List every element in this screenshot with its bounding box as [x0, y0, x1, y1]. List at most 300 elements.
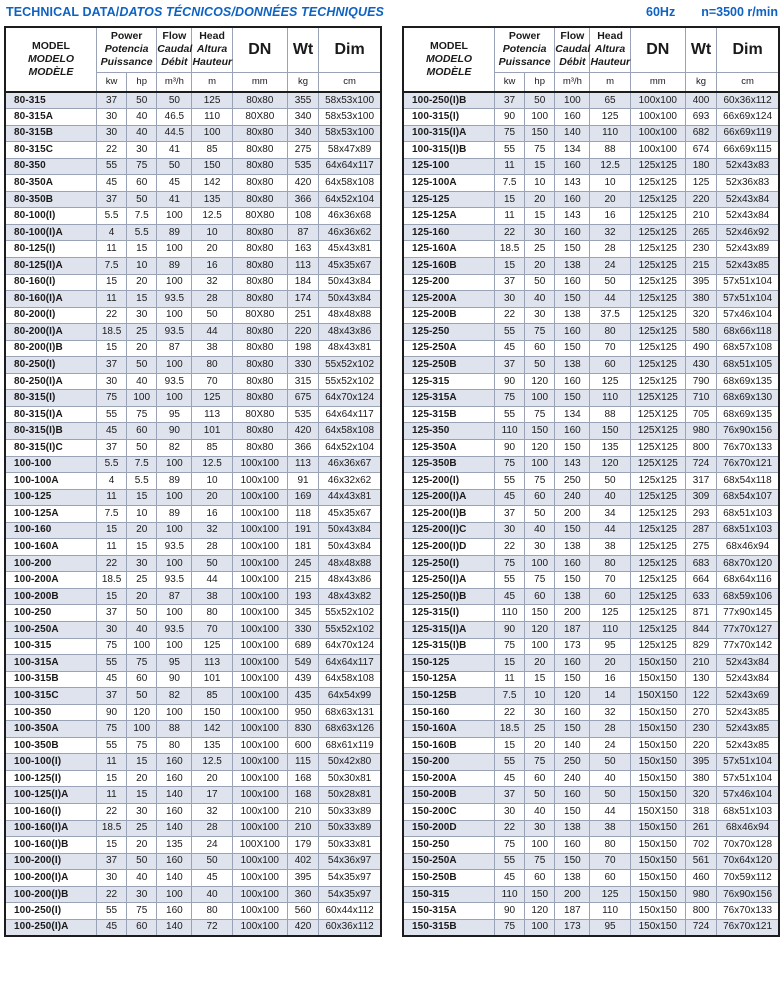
model-cell: 80-200(I)B — [5, 340, 96, 357]
data-cell-dn_mm: 100x100 — [232, 870, 287, 887]
table-row — [5, 291, 381, 308]
data-cell-power_kw: 15 — [96, 588, 126, 605]
data-cell-wt_kg: 113 — [287, 257, 318, 274]
table-row — [403, 903, 779, 920]
data-cell-power_hp: 50 — [127, 605, 157, 622]
data-cell-dim_cm: 64x54x99 — [319, 688, 381, 705]
data-cell-head_m: 20 — [192, 770, 232, 787]
header-model-fr: MODÈLE — [426, 66, 472, 79]
table-row — [5, 439, 381, 456]
data-cell-head_m: 72 — [192, 919, 232, 936]
data-cell-flow_m3h: 200 — [555, 506, 590, 523]
model-cell: 80-100(I)A — [5, 224, 96, 241]
data-cell-flow_m3h: 100 — [157, 390, 192, 407]
data-cell-dim_cm: 64x70x124 — [319, 638, 381, 655]
data-cell-wt_kg: 460 — [685, 870, 716, 887]
data-cell-dn_mm: 125x125 — [630, 622, 685, 639]
data-cell-power_kw: 37 — [494, 787, 524, 804]
data-cell-head_m: 34 — [590, 506, 630, 523]
data-cell-flow_m3h: 100 — [157, 307, 192, 324]
data-cell-power_hp: 120 — [525, 622, 555, 639]
data-cell-dim_cm: 45x43x81 — [319, 241, 381, 258]
data-cell-wt_kg: 395 — [685, 274, 716, 291]
data-cell-wt_kg: 830 — [287, 721, 318, 738]
data-cell-dn_mm: 125x125 — [630, 307, 685, 324]
table-row — [5, 109, 381, 126]
table-row — [5, 224, 381, 241]
data-cell-wt_kg: 724 — [685, 456, 716, 473]
data-cell-dn_mm: 150x150 — [630, 820, 685, 837]
data-cell-head_m: 32 — [192, 804, 232, 821]
data-cell-dim_cm: 54x36x97 — [319, 853, 381, 870]
model-cell: 100-125A — [5, 506, 96, 523]
data-cell-flow_m3h: 160 — [555, 373, 590, 390]
data-cell-power_hp: 75 — [525, 572, 555, 589]
data-cell-power_kw: 45 — [494, 588, 524, 605]
header-head-en: Head — [199, 30, 225, 43]
table-row — [5, 555, 381, 572]
model-cell: 125-315A — [403, 390, 494, 407]
data-cell-power_hp: 60 — [525, 870, 555, 887]
data-cell-power_hp: 40 — [127, 109, 157, 126]
data-cell-flow_m3h: 150 — [555, 291, 590, 308]
data-cell-dim_cm: 46x36x62 — [319, 224, 381, 241]
data-cell-wt_kg: 366 — [287, 191, 318, 208]
data-cell-power_kw: 11 — [494, 158, 524, 175]
model-cell: 125-200A — [403, 291, 494, 308]
data-cell-power_kw: 75 — [494, 456, 524, 473]
data-cell-dn_mm: 100x100 — [232, 638, 287, 655]
data-cell-dim_cm: 54x35x97 — [319, 886, 381, 903]
data-cell-head_m: 101 — [192, 671, 232, 688]
header-model-es: MODELO — [425, 52, 473, 65]
data-cell-flow_m3h: 143 — [555, 456, 590, 473]
model-cell: 125-200(I) — [403, 473, 494, 490]
data-cell-flow_m3h: 80 — [157, 737, 192, 754]
data-cell-power_kw: 22 — [494, 224, 524, 241]
header-head-fr: Hauteur — [590, 56, 631, 69]
data-cell-power_hp: 5.5 — [127, 224, 157, 241]
model-cell: 80-315(I)C — [5, 439, 96, 456]
data-cell-dim_cm: 50x28x81 — [319, 787, 381, 804]
data-cell-head_m: 135 — [192, 737, 232, 754]
unit-dn: mm — [232, 72, 287, 92]
header-power — [494, 27, 554, 72]
data-cell-power_hp: 5.5 — [127, 473, 157, 490]
table-row — [5, 390, 381, 407]
data-cell-head_m: 110 — [192, 109, 232, 126]
data-cell-dn_mm: 80x80 — [232, 324, 287, 341]
model-cell: 150-125A — [403, 671, 494, 688]
data-cell-dn_mm: 125x125 — [630, 357, 685, 374]
data-cell-dim_cm: 52x43x85 — [717, 737, 779, 754]
table-row — [5, 307, 381, 324]
data-cell-power_hp: 10 — [525, 175, 555, 192]
data-cell-head_m: 110 — [590, 903, 630, 920]
tables-container — [4, 26, 780, 937]
model-cell: 150-315 — [403, 886, 494, 903]
table-row — [403, 241, 779, 258]
model-cell: 125-315(I) — [403, 605, 494, 622]
data-cell-dim_cm: 68x54x118 — [717, 473, 779, 490]
data-cell-dn_mm: 100x100 — [232, 572, 287, 589]
data-cell-flow_m3h: 100 — [157, 555, 192, 572]
data-cell-power_hp: 50 — [127, 92, 157, 109]
data-cell-flow_m3h: 134 — [555, 142, 590, 159]
data-cell-dim_cm: 68x63x131 — [319, 704, 381, 721]
model-cell: 80-160(I)A — [5, 291, 96, 308]
table-row — [403, 456, 779, 473]
data-cell-dn_mm: 80X80 — [232, 406, 287, 423]
data-cell-head_m: 65 — [590, 92, 630, 109]
table-head — [403, 27, 779, 92]
table-row — [403, 770, 779, 787]
data-cell-wt_kg: 179 — [287, 837, 318, 854]
data-cell-power_kw: 15 — [494, 655, 524, 672]
data-cell-power_hp: 20 — [127, 522, 157, 539]
data-cell-dim_cm: 68x46x94 — [717, 820, 779, 837]
data-cell-head_m: 40 — [590, 770, 630, 787]
data-cell-wt_kg: 380 — [685, 770, 716, 787]
data-cell-power_kw: 75 — [494, 638, 524, 655]
data-cell-head_m: 85 — [192, 439, 232, 456]
data-cell-flow_m3h: 160 — [555, 191, 590, 208]
data-cell-power_kw: 22 — [494, 820, 524, 837]
table-row — [403, 588, 779, 605]
data-cell-power_kw: 55 — [494, 853, 524, 870]
data-cell-dim_cm: 64x64x117 — [319, 655, 381, 672]
data-cell-power_kw: 90 — [494, 903, 524, 920]
table-row — [5, 655, 381, 672]
header-power — [96, 27, 156, 72]
model-cell: 125-200 — [403, 274, 494, 291]
table-row — [5, 853, 381, 870]
data-cell-power_hp: 150 — [525, 886, 555, 903]
data-cell-flow_m3h: 93.5 — [157, 572, 192, 589]
data-cell-power_kw: 11 — [96, 754, 126, 771]
model-cell: 100-315 — [5, 638, 96, 655]
data-cell-dn_mm: 100x100 — [232, 919, 287, 936]
table-row — [403, 92, 779, 109]
data-cell-power_hp: 20 — [127, 770, 157, 787]
data-cell-power_kw: 75 — [494, 919, 524, 936]
data-cell-wt_kg: 702 — [685, 837, 716, 854]
model-cell: 125-200(I)C — [403, 522, 494, 539]
data-cell-power_kw: 75 — [494, 125, 524, 142]
data-cell-power_kw: 75 — [96, 638, 126, 655]
data-cell-dn_mm: 100x100 — [232, 588, 287, 605]
data-cell-wt_kg: 169 — [287, 489, 318, 506]
data-cell-head_m: 125 — [590, 886, 630, 903]
unit-wt: kg — [685, 72, 716, 92]
data-cell-wt_kg: 380 — [685, 291, 716, 308]
table-row — [403, 787, 779, 804]
data-cell-flow_m3h: 173 — [555, 638, 590, 655]
data-cell-wt_kg: 115 — [287, 754, 318, 771]
data-cell-dn_mm: 125X125 — [630, 439, 685, 456]
data-cell-power_kw: 15 — [494, 191, 524, 208]
data-cell-power_hp: 15 — [525, 158, 555, 175]
table-row — [5, 837, 381, 854]
data-cell-flow_m3h: 50 — [157, 92, 192, 109]
data-cell-wt_kg: 402 — [287, 853, 318, 870]
data-cell-dn_mm: 125x125 — [630, 473, 685, 490]
data-cell-dn_mm: 80x80 — [232, 241, 287, 258]
data-cell-wt_kg: 87 — [287, 224, 318, 241]
data-cell-head_m: 44 — [192, 572, 232, 589]
data-cell-head_m: 12.5 — [192, 208, 232, 225]
data-cell-head_m: 32 — [590, 224, 630, 241]
data-cell-flow_m3h: 138 — [555, 539, 590, 556]
data-cell-flow_m3h: 160 — [555, 158, 590, 175]
data-cell-flow_m3h: 100 — [157, 274, 192, 291]
data-cell-head_m: 110 — [590, 125, 630, 142]
data-cell-dim_cm: 48x43x81 — [319, 340, 381, 357]
data-cell-dn_mm: 150x150 — [630, 870, 685, 887]
data-cell-dim_cm: 60x44x112 — [319, 903, 381, 920]
data-cell-head_m: 101 — [192, 423, 232, 440]
model-cell: 100-160 — [5, 522, 96, 539]
data-cell-dim_cm: 50x33x89 — [319, 804, 381, 821]
data-cell-dim_cm: 64x58x108 — [319, 175, 381, 192]
data-cell-head_m: 125 — [192, 390, 232, 407]
data-cell-power_kw: 22 — [96, 555, 126, 572]
data-cell-power_hp: 120 — [525, 439, 555, 456]
data-cell-flow_m3h: 150 — [555, 721, 590, 738]
data-cell-power_kw: 15 — [96, 770, 126, 787]
data-cell-dn_mm: 100x100 — [232, 622, 287, 639]
data-cell-wt_kg: 181 — [287, 539, 318, 556]
model-cell: 100-200(I)B — [5, 886, 96, 903]
data-cell-dim_cm: 55x52x102 — [319, 605, 381, 622]
data-cell-power_kw: 18.5 — [96, 572, 126, 589]
model-cell: 150-250A — [403, 853, 494, 870]
data-cell-head_m: 10 — [192, 224, 232, 241]
data-cell-head_m: 32 — [192, 522, 232, 539]
data-cell-power_hp: 25 — [127, 572, 157, 589]
table-row — [403, 390, 779, 407]
model-cell: 125-160A — [403, 241, 494, 258]
data-cell-power_kw: 37 — [494, 92, 524, 109]
model-cell: 125-100 — [403, 158, 494, 175]
model-cell: 100-250(I) — [5, 903, 96, 920]
table-row — [403, 506, 779, 523]
data-cell-power_hp: 25 — [127, 324, 157, 341]
data-cell-dn_mm: 100x100 — [630, 142, 685, 159]
model-cell: 100-315(I)B — [403, 142, 494, 159]
data-cell-head_m: 95 — [590, 638, 630, 655]
data-cell-wt_kg: 435 — [287, 688, 318, 705]
data-cell-dim_cm: 68x63x126 — [319, 721, 381, 738]
header-power-en: Power — [508, 30, 541, 43]
data-cell-power_kw: 45 — [494, 340, 524, 357]
data-cell-power_hp: 40 — [127, 373, 157, 390]
data-cell-power_kw: 7.5 — [96, 257, 126, 274]
data-cell-head_m: 70 — [590, 340, 630, 357]
data-cell-flow_m3h: 41 — [157, 142, 192, 159]
data-cell-power_hp: 60 — [525, 489, 555, 506]
model-cell: 100-125(I)A — [5, 787, 96, 804]
data-cell-head_m: 85 — [192, 142, 232, 159]
data-cell-power_kw: 30 — [96, 109, 126, 126]
data-cell-wt_kg: 215 — [287, 572, 318, 589]
data-cell-wt_kg: 130 — [685, 671, 716, 688]
data-cell-wt_kg: 275 — [287, 142, 318, 159]
data-cell-power_kw: 37 — [494, 274, 524, 291]
data-cell-flow_m3h: 138 — [555, 357, 590, 374]
data-cell-head_m: 70 — [192, 622, 232, 639]
data-cell-power_hp: 100 — [525, 390, 555, 407]
data-cell-power_hp: 50 — [127, 688, 157, 705]
data-cell-flow_m3h: 150 — [555, 522, 590, 539]
data-cell-flow_m3h: 87 — [157, 340, 192, 357]
data-cell-dim_cm: 68x54x107 — [717, 489, 779, 506]
data-cell-dim_cm: 68x61x119 — [319, 737, 381, 754]
spec-table-right — [402, 26, 780, 937]
data-cell-dim_cm: 48x48x88 — [319, 307, 381, 324]
table-row — [403, 175, 779, 192]
data-cell-dim_cm: 68x70x120 — [717, 555, 779, 572]
model-cell: 100-315C — [5, 688, 96, 705]
data-cell-power_kw: 11 — [96, 787, 126, 804]
model-cell: 150-125 — [403, 655, 494, 672]
data-cell-head_m: 100 — [192, 125, 232, 142]
header-flow-en: Flow — [560, 30, 585, 43]
data-cell-wt_kg: 829 — [685, 638, 716, 655]
data-cell-flow_m3h: 45 — [157, 175, 192, 192]
data-cell-dn_mm: 100x100 — [630, 109, 685, 126]
data-cell-dim_cm: 44x43x81 — [319, 489, 381, 506]
table-row — [403, 291, 779, 308]
data-cell-power_kw: 18.5 — [96, 820, 126, 837]
data-cell-wt_kg: 633 — [685, 588, 716, 605]
data-cell-head_m: 14 — [590, 688, 630, 705]
data-cell-dim_cm: 64x70x124 — [319, 390, 381, 407]
data-cell-power_hp: 10 — [127, 257, 157, 274]
data-cell-dim_cm: 60x36x112 — [319, 919, 381, 936]
data-cell-power_hp: 40 — [127, 125, 157, 142]
model-cell: 100-250 — [5, 605, 96, 622]
data-cell-power_kw: 55 — [494, 473, 524, 490]
model-cell: 100-315(I)A — [403, 125, 494, 142]
data-cell-power_hp: 100 — [525, 555, 555, 572]
data-cell-dim_cm: 64x52x104 — [319, 439, 381, 456]
data-cell-head_m: 125 — [590, 109, 630, 126]
model-cell: 100-250(I)B — [403, 92, 494, 109]
data-cell-flow_m3h: 143 — [555, 175, 590, 192]
data-cell-power_hp: 25 — [525, 721, 555, 738]
unit-kw: kw — [494, 72, 524, 92]
model-cell: 100-100 — [5, 456, 96, 473]
table-row — [403, 224, 779, 241]
data-cell-dim_cm: 52x43x69 — [717, 688, 779, 705]
data-cell-power_hp: 10 — [525, 688, 555, 705]
table-row — [403, 208, 779, 225]
data-cell-dn_mm: 100x100 — [232, 688, 287, 705]
model-cell: 150-200 — [403, 754, 494, 771]
data-cell-flow_m3h: 89 — [157, 473, 192, 490]
data-cell-dim_cm: 50x43x84 — [319, 539, 381, 556]
data-cell-dim_cm: 77x70x127 — [717, 622, 779, 639]
data-cell-dim_cm: 68x59x106 — [717, 588, 779, 605]
data-cell-dim_cm: 52x43x85 — [717, 257, 779, 274]
data-cell-dim_cm: 76x70x121 — [717, 456, 779, 473]
data-cell-power_hp: 75 — [525, 406, 555, 423]
data-cell-power_hp: 75 — [525, 142, 555, 159]
model-cell: 125-100A — [403, 175, 494, 192]
data-cell-flow_m3h: 150 — [555, 241, 590, 258]
table-row — [403, 638, 779, 655]
data-cell-head_m: 80 — [192, 903, 232, 920]
data-cell-dn_mm: 100x100 — [232, 655, 287, 672]
data-cell-dn_mm: 125x125 — [630, 175, 685, 192]
data-cell-power_hp: 60 — [127, 175, 157, 192]
model-cell: 100-100(I) — [5, 754, 96, 771]
data-cell-head_m: 20 — [590, 191, 630, 208]
data-cell-dn_mm: 125X125 — [630, 406, 685, 423]
data-cell-dim_cm: 57x51x104 — [717, 754, 779, 771]
data-cell-dim_cm: 58x53x100 — [319, 92, 381, 109]
data-cell-dn_mm: 100x100 — [232, 555, 287, 572]
data-cell-flow_m3h: 160 — [157, 853, 192, 870]
data-cell-power_kw: 45 — [494, 870, 524, 887]
data-cell-dn_mm: 100x100 — [232, 539, 287, 556]
table-row — [403, 837, 779, 854]
data-cell-wt_kg: 705 — [685, 406, 716, 423]
data-cell-dim_cm: 52x43x84 — [717, 655, 779, 672]
table-row — [5, 357, 381, 374]
data-cell-dim_cm: 66x69x124 — [717, 109, 779, 126]
data-cell-power_hp: 40 — [525, 804, 555, 821]
data-cell-power_kw: 22 — [96, 307, 126, 324]
data-cell-head_m: 125 — [192, 92, 232, 109]
data-cell-dim_cm: 55x52x102 — [319, 373, 381, 390]
data-cell-power_kw: 55 — [96, 406, 126, 423]
model-cell: 80-315 — [5, 92, 96, 109]
data-cell-dn_mm: 125x125 — [630, 324, 685, 341]
table-row — [5, 274, 381, 291]
data-cell-power_hp: 100 — [525, 919, 555, 936]
data-cell-dn_mm: 100x100 — [232, 903, 287, 920]
data-cell-dn_mm: 100X100 — [232, 837, 287, 854]
data-cell-dim_cm: 52x43x85 — [717, 704, 779, 721]
data-cell-dim_cm: 68x46x94 — [717, 539, 779, 556]
table-row — [403, 622, 779, 639]
table-row — [5, 671, 381, 688]
unit-hp: hp — [525, 72, 555, 92]
data-cell-power_kw: 75 — [494, 390, 524, 407]
frequency-note — [646, 5, 778, 19]
data-cell-wt_kg: 664 — [685, 572, 716, 589]
data-cell-flow_m3h: 93.5 — [157, 622, 192, 639]
data-cell-flow_m3h: 250 — [555, 473, 590, 490]
data-cell-head_m: 50 — [590, 754, 630, 771]
data-cell-wt_kg: 215 — [685, 257, 716, 274]
model-cell: 80-315C — [5, 142, 96, 159]
data-cell-dn_mm: 125X125 — [630, 390, 685, 407]
data-cell-head_m: 12.5 — [590, 158, 630, 175]
model-cell: 80-125(I) — [5, 241, 96, 258]
data-cell-dn_mm: 125x125 — [630, 291, 685, 308]
data-cell-head_m: 60 — [590, 870, 630, 887]
model-cell: 125-200(I)D — [403, 539, 494, 556]
data-cell-dim_cm: 50x43x84 — [319, 291, 381, 308]
data-cell-power_hp: 15 — [127, 787, 157, 804]
data-cell-power_hp: 75 — [127, 903, 157, 920]
data-cell-dim_cm: 76x70x121 — [717, 919, 779, 936]
data-cell-power_kw: 22 — [494, 704, 524, 721]
table-row — [403, 704, 779, 721]
